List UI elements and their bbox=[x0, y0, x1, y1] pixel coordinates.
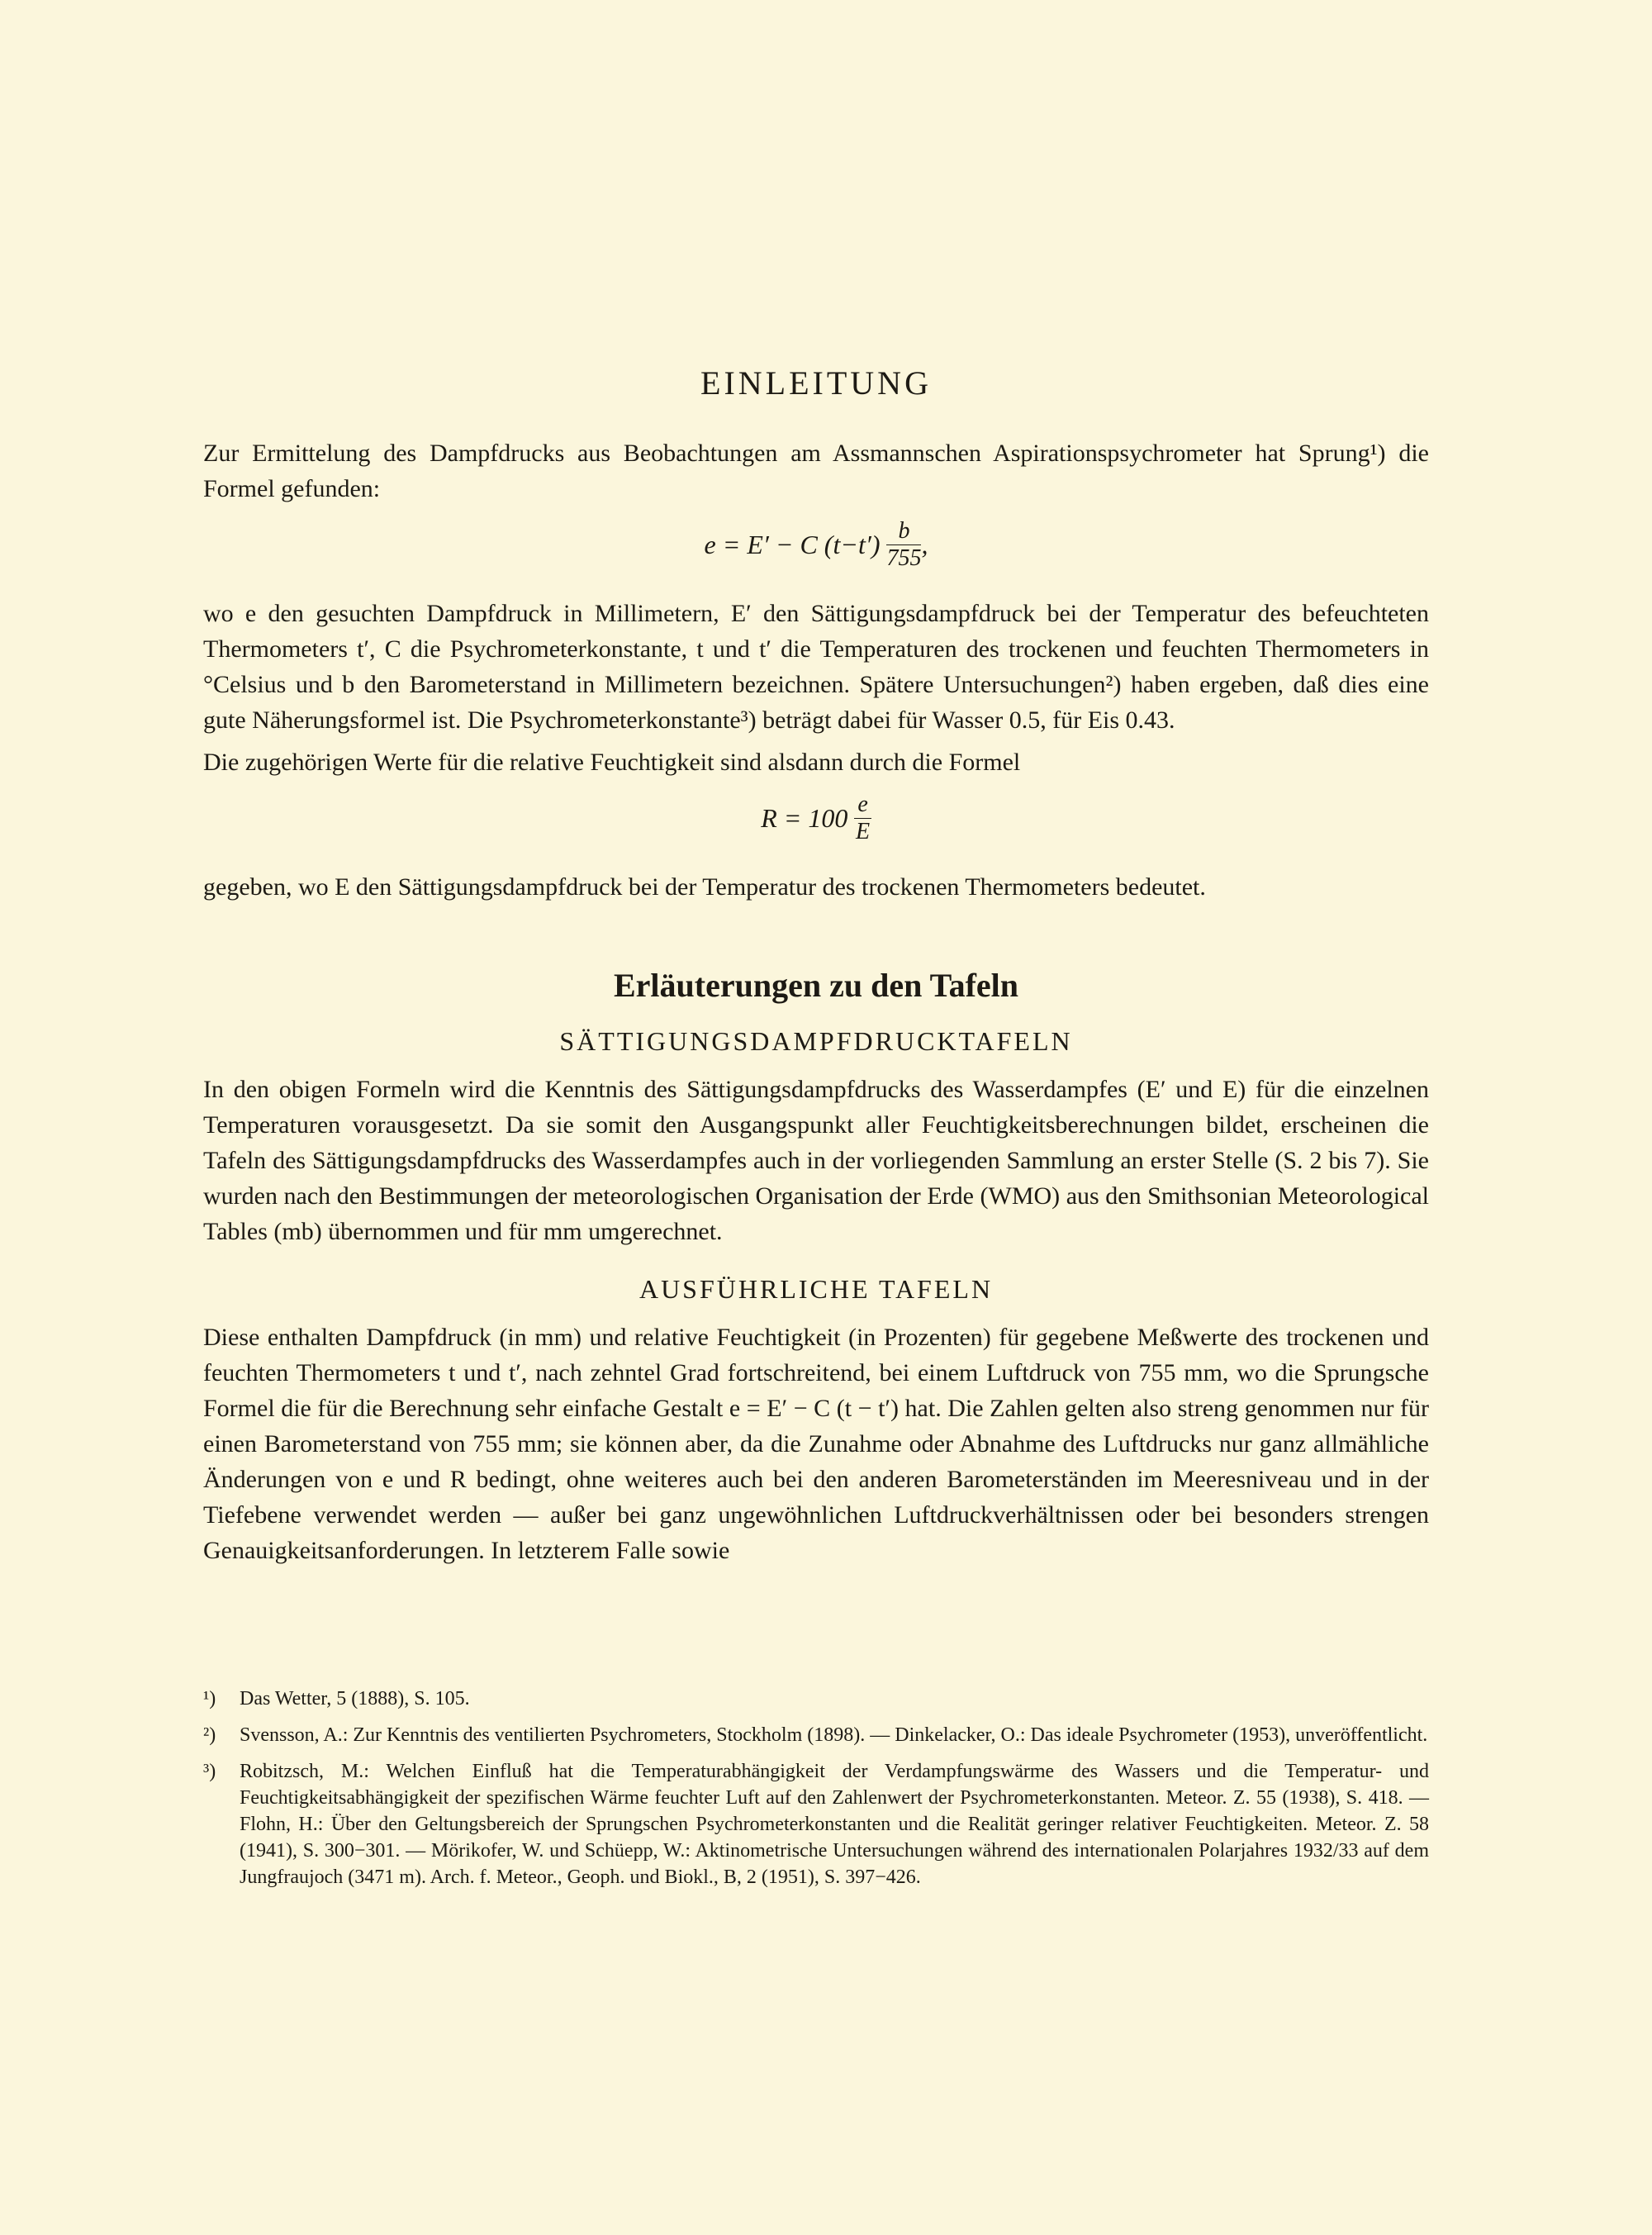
section-heading: Erläuterungen zu den Tafeln bbox=[613, 967, 1019, 1004]
formula-dampfdruck-numerator: b bbox=[886, 518, 921, 545]
page-title: EINLEITUNG bbox=[700, 364, 932, 402]
formula-dampfdruck-lhs: e = E′ − C (t−t′) bbox=[704, 530, 881, 559]
ausfuehrlich-paragraph: Diese enthalten Dampfdruck (in mm) und relative Feuchtigkeit (in Prozenten) für gegebene Meßwerte des trockenen und feuchten Thermometers t und t′, nach zehntel Grad fortschreitend, bei einem Luftdruck von 755 mm, wo die Sprungsche Formel die für die Berechnung sehr einfache Gestalt e = E′ − C (t − t′) hat. Die Zahlen gelten also streng genommen nur für einen Barometerstand von 755 mm; sie können aber, da die Zunahme oder Abnahme des Luftdrucks nur ganz allmähliche Änderungen von e und R bedingt, ohne weiteres auch bei den anderen Barometerständen im Meeresniveau und in der Tiefebene verwendet werden — außer bei ganz ungewöhnlichen Luftdruckverhältnissen oder bei besonders strengen Genauigkeitsanforderungen. In letzterem Falle sowie bbox=[203, 1324, 1429, 1564]
subheading-ausfuehrlich: AUSFÜHRLICHE TAFELN bbox=[638, 1274, 994, 1304]
intro-paragraph-1: Zur Ermittelung des Dampfdrucks aus Beobachtungen am Assmannschen Aspirationspsychrometer hat Sprung¹) die Formel gefunden: bbox=[203, 440, 1429, 502]
formula-feuchtigkeit-denominator: E bbox=[856, 819, 871, 844]
subheading-saettigung: SÄTTIGUNGSDAMPFDRUCKTAFELN bbox=[559, 1026, 1073, 1056]
footnotes bbox=[203, 1686, 1429, 1900]
formula-feuchtigkeit-fraction bbox=[854, 792, 871, 845]
footnote-3-text: Robitzsch, M.: Welchen Einfluß hat die Temperaturabhängigkeit der Verdampfungswärme des Wassers und die Temperatur- und Feuchtigkeitsabhängigkeit der spezifischen Wärme feuchter Luft auf den Zahlenwert der Psychrometerkonstanten. Meteor. Z. 55 (1938), S. 418. — Flohn, H.: Über den Geltungsbereich der Sprungschen Psychrometerkonstanten und die Realität geringer relativer Feuchtigkeiten. Meteor. Z. 58 (1941), S. 300−301. — Mörikofer, W. und Schüepp, W.: Aktinometrische Untersuchungen während des internationalen Polarjahres 1932/33 auf dem Jungfraujoch (3471 m). Arch. f. Meteor., Geoph. und Biokl., B, 2 (1951), S. 397−426. bbox=[240, 1761, 1429, 1888]
intro-paragraph-2: wo e den gesuchten Dampfdruck in Millimetern, E′ den Sättigungsdampfdruck bei der Temperatur des befeuchteten Thermometers t′, C die Psychrometerkonstante, t und t′ die Temperaturen des trockenen und feuchten Thermometers in °Celsius und b den Barometerstand in Millimetern bezeichnen. Spätere Untersuchungen²) haben ergeben, daß dies eine gute Näherungsformel ist. Die Psychrometerkonstante³) beträgt dabei für Wasser 0.5, für Eis 0.43. bbox=[203, 600, 1429, 734]
footnote-2 bbox=[203, 1722, 1429, 1748]
footnote-1-mark: ¹) bbox=[203, 1688, 216, 1710]
footnote-3 bbox=[203, 1758, 1429, 1890]
footnote-1 bbox=[203, 1686, 1429, 1712]
saettigung-paragraph: In den obigen Formeln wird die Kenntnis des Sättigungsdampfdrucks des Wasserdampfes (E′ und E) für die einzelnen Temperaturen vorausgesetzt. Da sie somit den Ausgangspunkt aller Feuchtigkeitsberechnungen bildet, erscheinen die Tafeln des Sättigungsdampfdrucks des Wasserdampfes auch in der vorliegenden Sammlung an erster Stelle (S. 2 bis 7). Sie wurden nach den Bestimmungen der meteorologischen Organisation der Erde (WMO) aus den Smithsonian Meteorological Tables (mb) übernommen und für mm umgerechnet. bbox=[203, 1076, 1429, 1245]
page-content bbox=[203, 364, 1429, 1568]
footnote-2-text: Svensson, A.: Zur Kenntnis des ventilierten Psychrometers, Stockholm (1898). — Dinkelacker, O.: Das ideale Psychrometer (1953), unveröffentlicht. bbox=[240, 1724, 1428, 1746]
formula-dampfdruck-fraction bbox=[886, 518, 921, 572]
formula-feuchtigkeit bbox=[203, 792, 1429, 849]
footnote-2-mark: ²) bbox=[203, 1724, 216, 1746]
footnote-3-mark: ³) bbox=[203, 1761, 216, 1782]
formula-feuchtigkeit-lhs: R = 100 bbox=[761, 803, 848, 833]
formula-dampfdruck bbox=[203, 518, 1429, 576]
intro-paragraph-4: gegeben, wo E den Sättigungsdampfdruck bei der Temperatur des trockenen Thermometers bedeutet. bbox=[203, 873, 1206, 901]
intro-paragraph-3: Die zugehörigen Werte für die relative Feuchtigkeit sind alsdann durch die Formel bbox=[203, 749, 1021, 776]
footnote-1-text: Das Wetter, 5 (1888), S. 105. bbox=[240, 1688, 470, 1710]
formula-feuchtigkeit-numerator: e bbox=[854, 792, 871, 819]
formula-dampfdruck-denominator: 755 bbox=[886, 545, 922, 571]
formula-dampfdruck-tail: , bbox=[921, 530, 928, 559]
